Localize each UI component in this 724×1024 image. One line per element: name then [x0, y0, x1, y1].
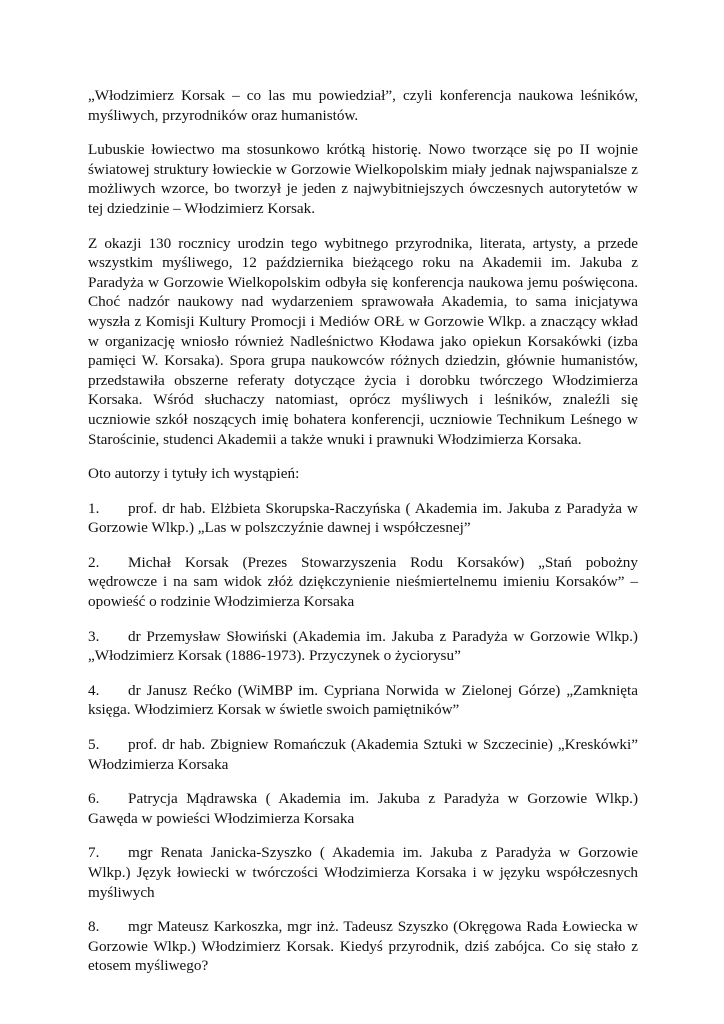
list-text: dr Przemysław Słowiński (Akademia im. Jakuba z Paradyża w Gorzowie Wlkp.) „Włodzimierz Korsak (1886-1973). Przyczynek o życiorysu”	[88, 627, 638, 665]
list-item	[88, 789, 638, 828]
list-text: prof. dr hab. Elżbieta Skorupska-Raczyńska ( Akademia im. Jakuba z Paradyża w Gorzowie Wlkp.) „Las w polszczyźnie dawnej i współczesnej”	[88, 499, 638, 537]
title-paragraph: „Włodzimierz Korsak – co las mu powiedział”, czyli konferencja naukowa leśników, myśliwych, przyrodników oraz humanistów.	[88, 87, 638, 124]
conference-paragraph: Z okazji 130 rocznicy urodzin tego wybitnego przyrodnika, literata, artysty, a przede wszystkim myśliwego, 12 października bieżącego roku na Akademii im. Jakuba z Paradyża w Gorzowie Wielkopolskim odbyła się konferencja naukowa jemu poświęcona. Choć nadzór naukowy nad wydarzeniem sprawowała Akademia, to sama inicjatywa wyszła z Komisji Kultury Promocji i Mediów ORŁ w Gorzowie Wlkp. a znaczący wkład w organizację wniosło również Nadleśnictwo Kłodawa jako opiekun Korsakówki (izba pamięci W. Korsaka). Spora grupa naukowców różnych dziedzin, głównie humanistów, przedstawiła obszerne referaty dotyczące życia i dorobku twórczego Włodzimierza Korsaka. Wśród słuchaczy natomiast, oprócz myśliwych i leśników, znaleźli się uczniowie szkół noszących imię bohatera konferencji, uczniowie Technikum Leśnego w Starościnie, studenci Akademii a także wnuki i prawnuki Włodzimierza Korsaka.	[88, 234, 638, 448]
list-text: Michał Korsak (Prezes Stowarzyszenia Rodu Korsaków) „Stań pobożny wędrowcze i na sam widok złóż dziękczynienie nieśmiertelnemu imieniu Korsaków” – opowieść o rodzinie Włodzimierza Korsaka	[88, 553, 638, 611]
list-item	[88, 735, 638, 774]
list-text: dr Janusz Rećko (WiMBP im. Cypriana Norwida w Zielonej Górze) „Zamknięta księga. Włodzimierz Korsak w świetle swoich pamiętników”	[88, 681, 638, 719]
list-number: 7.	[88, 844, 100, 862]
list-item	[88, 627, 638, 666]
intro-paragraph: Lubuskie łowiectwo ma stosunkowo krótką historię. Nowo tworzące się po II wojnie światowej struktury łowieckie w Gorzowie Wielkopolskim miały jednak najwspanialsze z możliwych wzorce, bo tworzył je jeden z najwybitniejszych ówczesnych autorytetów w tej dziedzinie – Włodzimierz Korsak.	[88, 141, 638, 217]
list-item	[88, 553, 638, 612]
list-text: prof. dr hab. Zbigniew Romańczuk (Akademia Sztuki w Szczecinie) „Kreskówki” Włodzimierza Korsaka	[88, 736, 638, 773]
list-item	[88, 917, 638, 976]
list-item	[88, 499, 638, 538]
list-item	[88, 681, 638, 720]
list-item	[88, 843, 638, 902]
list-number: 8.	[88, 918, 100, 936]
list-text: Patrycja Mądrawska ( Akademia im. Jakuba z Paradyża w Gorzowie Wlkp.) Gawęda w powieści Włodzimierza Korsaka	[88, 790, 638, 827]
list-number: 1.	[88, 499, 100, 517]
list-text: mgr Renata Janicka-Szyszko ( Akademia im. Jakuba z Paradyża w Gorzowie Wlkp.) Język łowiecki w twórczości Włodzimierza Korsaka i w języku współczesnych myśliwych	[88, 844, 638, 901]
list-number: 4.	[88, 681, 100, 699]
list-text: mgr Mateusz Karkoszka, mgr inż. Tadeusz Szyszko (Okręgowa Rada Łowiecka w Gorzowie Wlkp.) Włodzimierz Korsak. Kiedyś przyrodnik, dziś zabójca. Co się stało z etosem myśliwego?	[88, 918, 638, 975]
speakers-heading: Oto autorzy i tytuły ich wystąpień:	[88, 465, 300, 483]
list-number: 3.	[88, 627, 100, 645]
speaker-list	[88, 499, 638, 976]
list-number: 6.	[88, 790, 100, 808]
list-number: 5.	[88, 736, 100, 754]
document-page	[88, 86, 638, 991]
list-number: 2.	[88, 553, 100, 571]
